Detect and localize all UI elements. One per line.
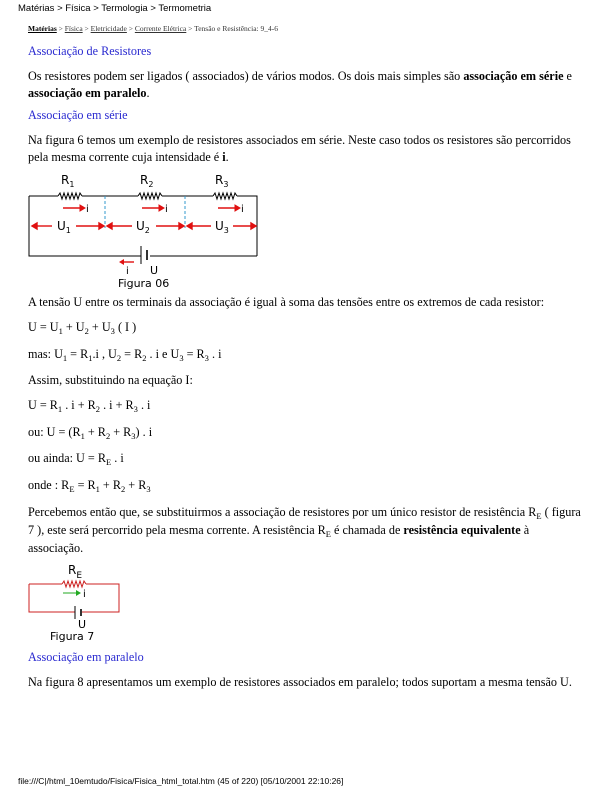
breadcrumb-link-corrente-eletrica[interactable]: Corrente Elétrica xyxy=(134,24,187,33)
label-r1: $R_1$ xyxy=(61,173,75,189)
svg-text:i: i xyxy=(165,204,168,215)
figure-06-series-circuit xyxy=(28,166,268,290)
breadcrumb xyxy=(28,24,278,33)
bold-paralelo: associação em paralelo xyxy=(28,86,147,100)
paralelo-paragraph: Na figura 8 apresentamos um exemplo de resistores associados em paralelo; todos suportam a mesma tensão U. xyxy=(28,675,572,689)
label-r2: $R_2$ xyxy=(140,173,154,189)
svg-text:i: i xyxy=(241,204,244,215)
equation-2: mas: $U_1 = R_1.i$ , $U_2 = R_2$ . i e $U_3 = R_3$ . i xyxy=(28,347,222,363)
resistor-re-icon xyxy=(62,581,86,587)
breadcrumb-separator: > xyxy=(82,24,91,33)
breadcrumb-separator: > xyxy=(126,24,135,33)
breadcrumb-link-materias[interactable]: Matérias xyxy=(28,24,57,33)
resistor-r1-icon xyxy=(58,193,82,199)
label-u1: $U_1$ xyxy=(57,219,71,235)
equation-4: ou: $U = (R_1 + R_2 + R_3)$ . i xyxy=(28,425,153,441)
section-title-serie: Associação em série xyxy=(28,108,128,122)
svg-text:U: U xyxy=(150,264,159,277)
figure-7-equivalent-circuit xyxy=(28,560,128,642)
page-footer: file:///C|/html_10emtudo/Fisica/Fisica_html_total.htm (45 of 220) [05/10/2001 22:10:26] xyxy=(18,776,344,786)
resistor-r2-icon xyxy=(138,193,162,199)
equation-1: $U = U_1 + U_2 + U_3$ ( I ) xyxy=(28,320,137,336)
equation-5: ou ainda: $U = R_E$ . i xyxy=(28,451,124,467)
label-re: $R_E$ xyxy=(68,563,83,581)
top-breadcrumb: Matérias > Física > Termologia > Termometria xyxy=(18,3,212,14)
figure-7-caption: Figura 7 xyxy=(50,630,95,642)
breadcrumb-link-eletricidade[interactable]: Eletricidade xyxy=(90,24,127,33)
figure-06-caption: Figura 06 xyxy=(118,277,170,290)
resistor-r3-icon xyxy=(213,193,237,199)
label-u3: $U_3$ xyxy=(215,219,229,235)
equation-6: onde : $R_E = R_1 + R_2 + R_3$ xyxy=(28,478,151,494)
assim-paragraph: Assim, substituindo na equação I: xyxy=(28,373,193,387)
section-title-paralelo: Associação em paralelo xyxy=(28,650,144,664)
svg-text:i: i xyxy=(83,589,86,600)
breadcrumb-separator: > xyxy=(186,24,195,33)
breadcrumb-current: Tensão e Resistência: 9_4-6 xyxy=(194,24,278,33)
breadcrumb-separator: > xyxy=(56,24,65,33)
equation-3: $U = R_1$ . $i + R_2$ . $i + R_3$ . i xyxy=(28,398,151,414)
conclusion-paragraph: Percebemos então que, se substituirmos a associação de resistores por um único resistor de resistência $R_E$ ( figura 7 ), este será percorrido pela mesma corrente. A resistência $R_E$ é chamada de resistência equivalente à associação. xyxy=(28,505,581,555)
section-title-associacao-resistores: Associação de Resistores xyxy=(28,44,152,58)
bold-serie: associação em série xyxy=(463,69,564,83)
label-r3: $R_3$ xyxy=(215,173,229,189)
label-u2: $U_2$ xyxy=(136,219,150,235)
svg-text:i: i xyxy=(86,204,89,215)
svg-text:i: i xyxy=(126,266,129,277)
serie-paragraph: Na figura 6 temos um exemplo de resistores associados em série. Neste caso todos os resistores são percorridos pela mesma corrente cuja intensidade é i. xyxy=(28,133,571,164)
breadcrumb-link-fisica[interactable]: Física xyxy=(64,24,83,33)
intro-paragraph: Os resistores podem ser ligados ( associados) de vários modos. Os dois mais simples são associação em série e associação em paralelo. xyxy=(28,69,572,100)
svg-text:U: U xyxy=(78,618,87,631)
bold-resistencia-equivalente: resistência equivalente xyxy=(403,523,521,537)
tensao-paragraph: A tensão U entre os terminais da associação é igual à soma das tensões entre os extremos de cada resistor: xyxy=(28,295,545,309)
